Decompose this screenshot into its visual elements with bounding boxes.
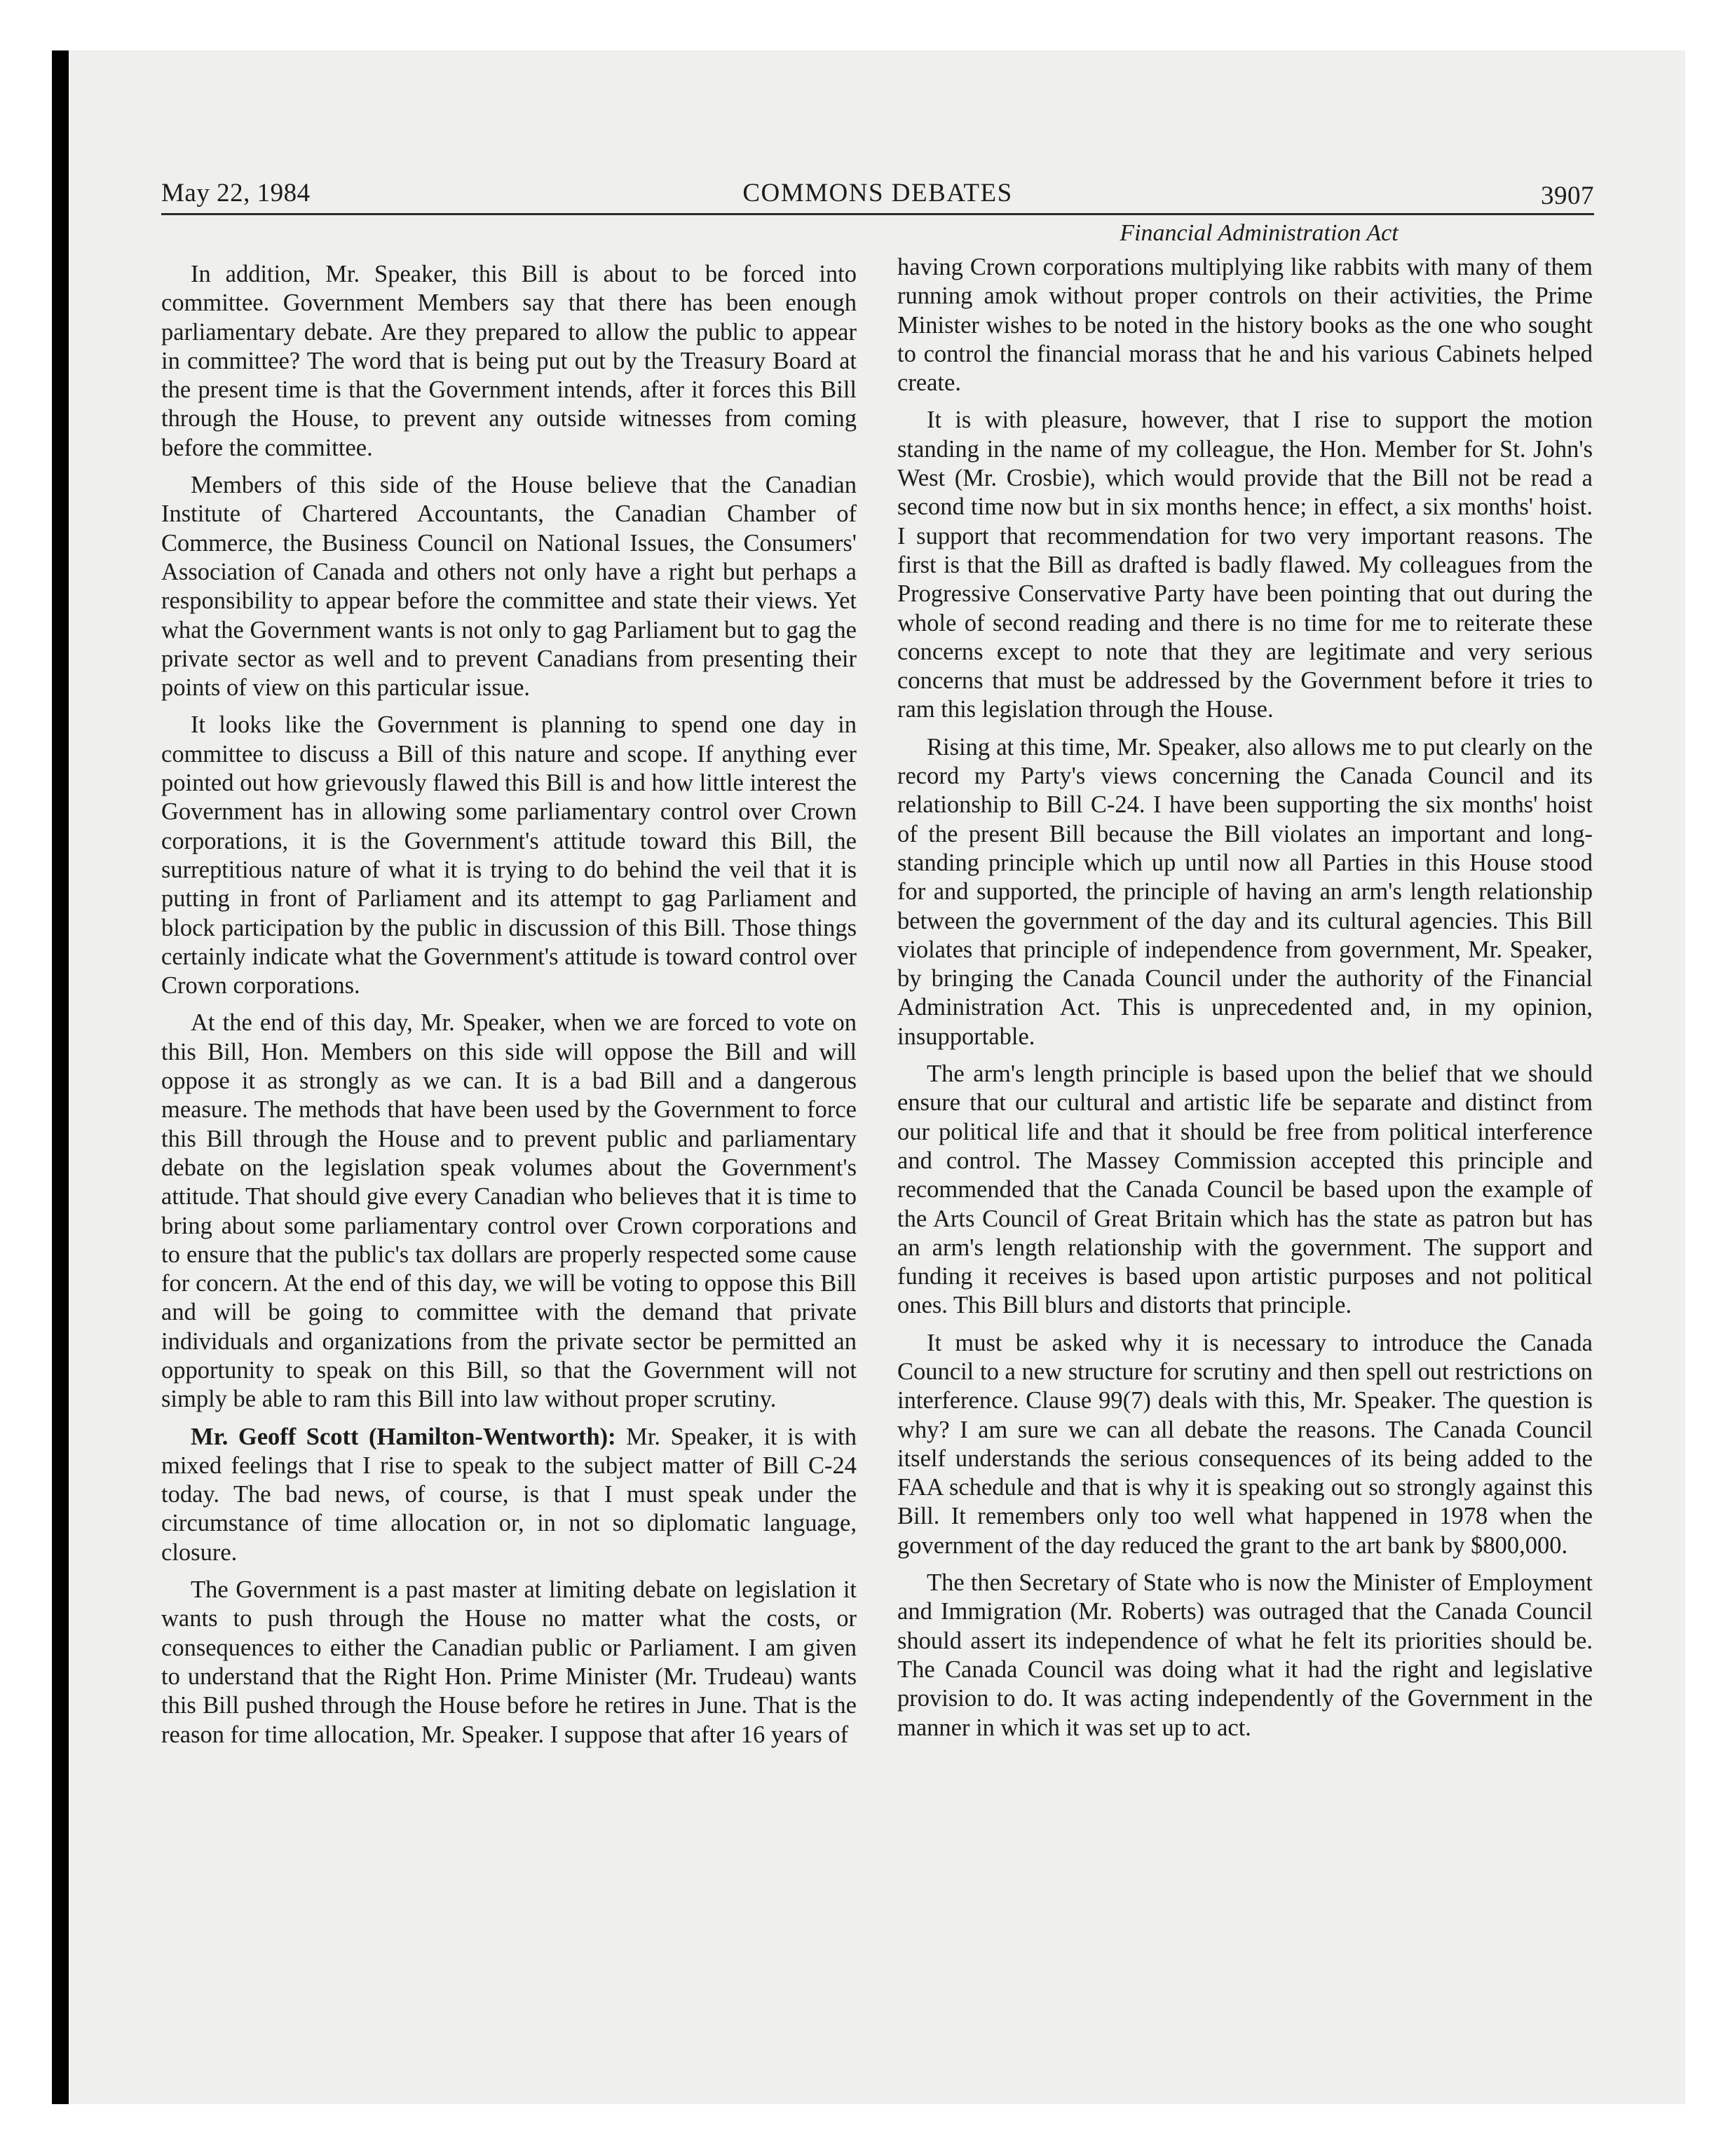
left-paragraph-4: At the end of this day, Mr. Speaker, when we are forced to vote on this Bill, Hon. Members on this side will oppose the Bill and will oppose it as strongly as we can. It is a bad Bill and a dangerous measure. The methods that have been used by the Government to force this Bill through the House and to prevent public and parliamentary debate on the legislation speak volumes about the Government's attitude. That should give every Canadian who believes that it is time to bring about some parliamentary control over Crown corporations and to ensure that the public's tax dollars are properly respected some cause for concern. At the end of this day, we will be voting to oppose this Bill and will be going to committee with the demand that private individuals and organizations from the private sector be permitted an opportunity to speak on this Bill, so that the Government will not simply be able to ram this Bill into law without proper scrutiny. (161, 1009, 857, 1413)
hansard-page (161, 174, 1594, 1748)
speech-opening-text: Mr. Speaker, it is with mixed feelings that I rise to speak to the subject matter of Bill C-24 today. The bad news, of course, is that I must speak under the circumstance of time allocation or, in not so diplomatic language, closure. (161, 1423, 857, 1566)
section-title: Financial Administration Act (1120, 220, 1399, 246)
speaker-name: Mr. Geoff Scott (Hamilton-Wentworth): (191, 1423, 616, 1450)
right-paragraph-2: It is with pleasure, however, that I rise to support the motion standing in the name of my colleague, the Hon. Member for St. John's West (Mr. Crosbie), which would provide that the Bill not be read a second time now but in six months hence; in effect, a six months' hoist. I support that recommendation for two very important reasons. The first is that the Bill as drafted is badly flawed. My colleagues from the Progressive Conservative Party have been pointing that out during the whole of second reading and there is no time for me to reiterate these concerns except to note that they are legitimate and very serious concerns that must be addressed by the Government before it tries to ram this legislation through the House. (897, 407, 1593, 723)
right-paragraph-3: Rising at this time, Mr. Speaker, also allows me to put clearly on the record my Party's views concerning the Canada Council and its relationship to Bill C-24. I have been supporting the six months' hoist of the present Bill because the Bill violates an important and long-standing principle which up until now all Parties in this House stood for and supported, the principle of having an arm's length relationship between the government of the day and its cultural agencies. This Bill violates that principle of independence from government, Mr. Speaker, by bringing the Canada Council under the authority of the Financial Administration Act. This is unprecedented and, in my opinion, insupportable. (897, 733, 1593, 1050)
right-paragraph-1: having Crown corporations multiplying like rabbits with many of them running amok without proper controls on their activities, the Prime Minister wishes to be noted in the history books as the one who sought to control the financial morass that he and his various Cabinets helped create. (897, 254, 1593, 397)
header-page-number: 3907 (1541, 182, 1594, 210)
scan-edge-shadow (52, 50, 69, 2104)
header-date: May 22, 1984 (161, 179, 311, 207)
right-paragraph-5: It must be asked why it is necessary to introduce the Canada Council to a new structure for scrutiny and then spell out restrictions on interference. Clause 99(7) deals with this, Mr. Speaker. The question is why? I am sure we can all debate the reasons. The Canada Council itself understands the serious consequences of its being added to the FAA schedule and that is why it is speaking out so strongly against this Bill. It remembers only too well what happened in 1978 when the government of the day reduced the grant to the art bank by $800,000. (897, 1329, 1593, 1559)
left-column (161, 260, 857, 1758)
left-paragraph-6: The Government is a past master at limiting debate on legislation it wants to push through the House no matter what the costs, or consequences to either the Canadian public or Parliament. I am given to understand that the Right Hon. Prime Minister (Mr. Trudeau) wants this Bill pushed through the House before he retires in June. That is the reason for time allocation, Mr. Speaker. I suppose that after 16 years of (161, 1576, 857, 1748)
right-paragraph-4: The arm's length principle is based upon the belief that we should ensure that our cultural and artistic life be separate and distinct from our political life and that it should be free from political interference and control. The Massey Commission accepted this principle and recommended that the Canada Council be based upon the example of the Arts Council of Great Britain which has the state as patron but has an arm's length relationship with the government. The support and funding it receives is based upon artistic purposes and not political ones. This Bill blurs and distorts that principle. (897, 1060, 1593, 1319)
left-speech-paragraph (161, 1423, 857, 1567)
left-paragraph-2: Members of this side of the House believe that the Canadian Institute of Chartered Accountants, the Canadian Chamber of Commerce, the Business Council on National Issues, the Consumers' Association of Canada and others not only have a right but perhaps a responsibility to appear before the committee and state their views. Yet what the Government wants is not only to gag Parliament but to gag the private sector as well and to prevent Canadians from presenting their points of view on this particular issue. (161, 472, 857, 702)
right-column (897, 218, 1593, 1751)
left-paragraph-1: In addition, Mr. Speaker, this Bill is about to be forced into committee. Government Members say that there has been enough parliamentary debate. Are they prepared to allow the public to appear in committee? The word that is being put out by the Treasury Board at the present time is that the Government intends, after it forces this Bill through the House, to prevent any outside witnesses from coming before the committee. (161, 261, 857, 461)
right-paragraph-6: The then Secretary of State who is now the Minister of Employment and Immigration (Mr. Roberts) was outraged that the Canada Council should assert its independence of what he felt its priorities should be. The Canada Council was doing what it had the right and legislative provision to do. It was acting independently of the Government in the manner in which it was set up to act. (897, 1569, 1593, 1741)
running-header (161, 174, 1594, 215)
left-paragraph-3: It looks like the Government is planning to spend one day in committee to discuss a Bill of this nature and scope. If anything ever pointed out how grievously flawed this Bill is and how little interest the Government has in allowing some parliamentary control over Crown corporations, it is the Government's attitude toward this Bill, the surreptitious nature of what it is trying to do behind the veil that it is putting in front of Parliament and its attempt to gag Parliament and block participation by the public in discussion of this Bill. Those things certainly indicate what the Government's attitude is toward control over Crown corporations. (161, 711, 857, 999)
header-publication-title: COMMONS DEBATES (742, 179, 1013, 207)
